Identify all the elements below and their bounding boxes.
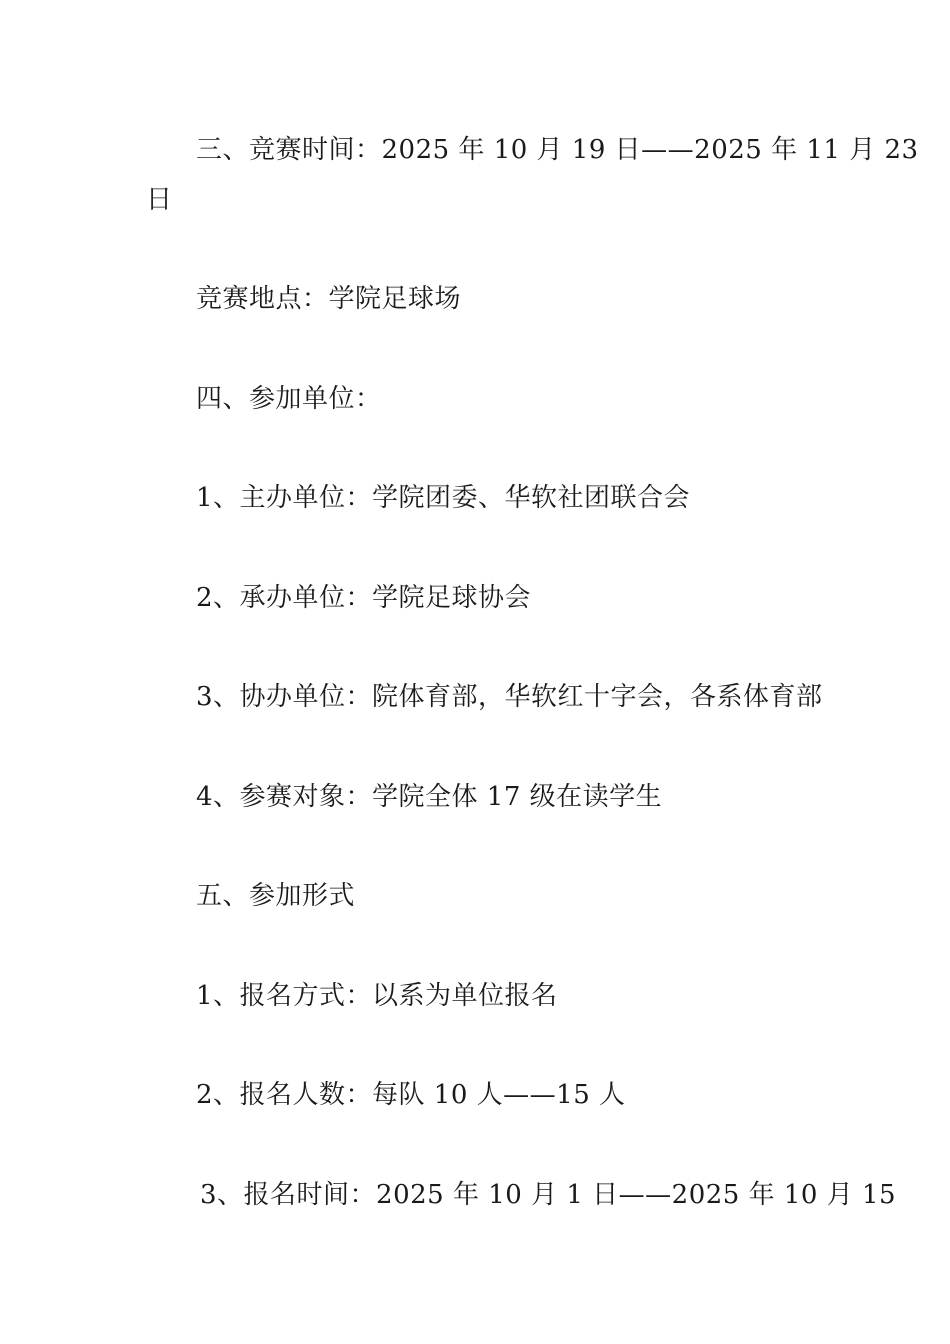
organizer-line: 1、主办单位：学院团委、华软社团联合会 — [196, 483, 691, 513]
registration-time-line: 3、报名时间：2025 年 10 月 1 日——2025 年 10 月 15 — [200, 1180, 897, 1210]
competition-time-continuation: 日 — [146, 185, 173, 215]
co-organizer-line: 3、协办单位：院体育部，华软红十字会，各系体育部 — [196, 682, 823, 712]
competition-venue-line: 竞赛地点：学院足球场 — [196, 284, 462, 314]
competition-time-line: 三、竞赛时间：2025 年 10 月 19 日——2025 年 11 月 23 — [196, 135, 919, 165]
section-heading-participants: 四、参加单位： — [196, 384, 382, 414]
section-heading-format: 五、参加形式 — [196, 881, 356, 911]
host-unit-line: 2、承办单位：学院足球协会 — [196, 583, 532, 613]
participants-line: 4、参赛对象：学院全体 17 级在读学生 — [196, 782, 663, 812]
team-size-line: 2、报名人数：每队 10 人——15 人 — [196, 1080, 626, 1110]
registration-method-line: 1、报名方式：以系为单位报名 — [196, 981, 558, 1011]
